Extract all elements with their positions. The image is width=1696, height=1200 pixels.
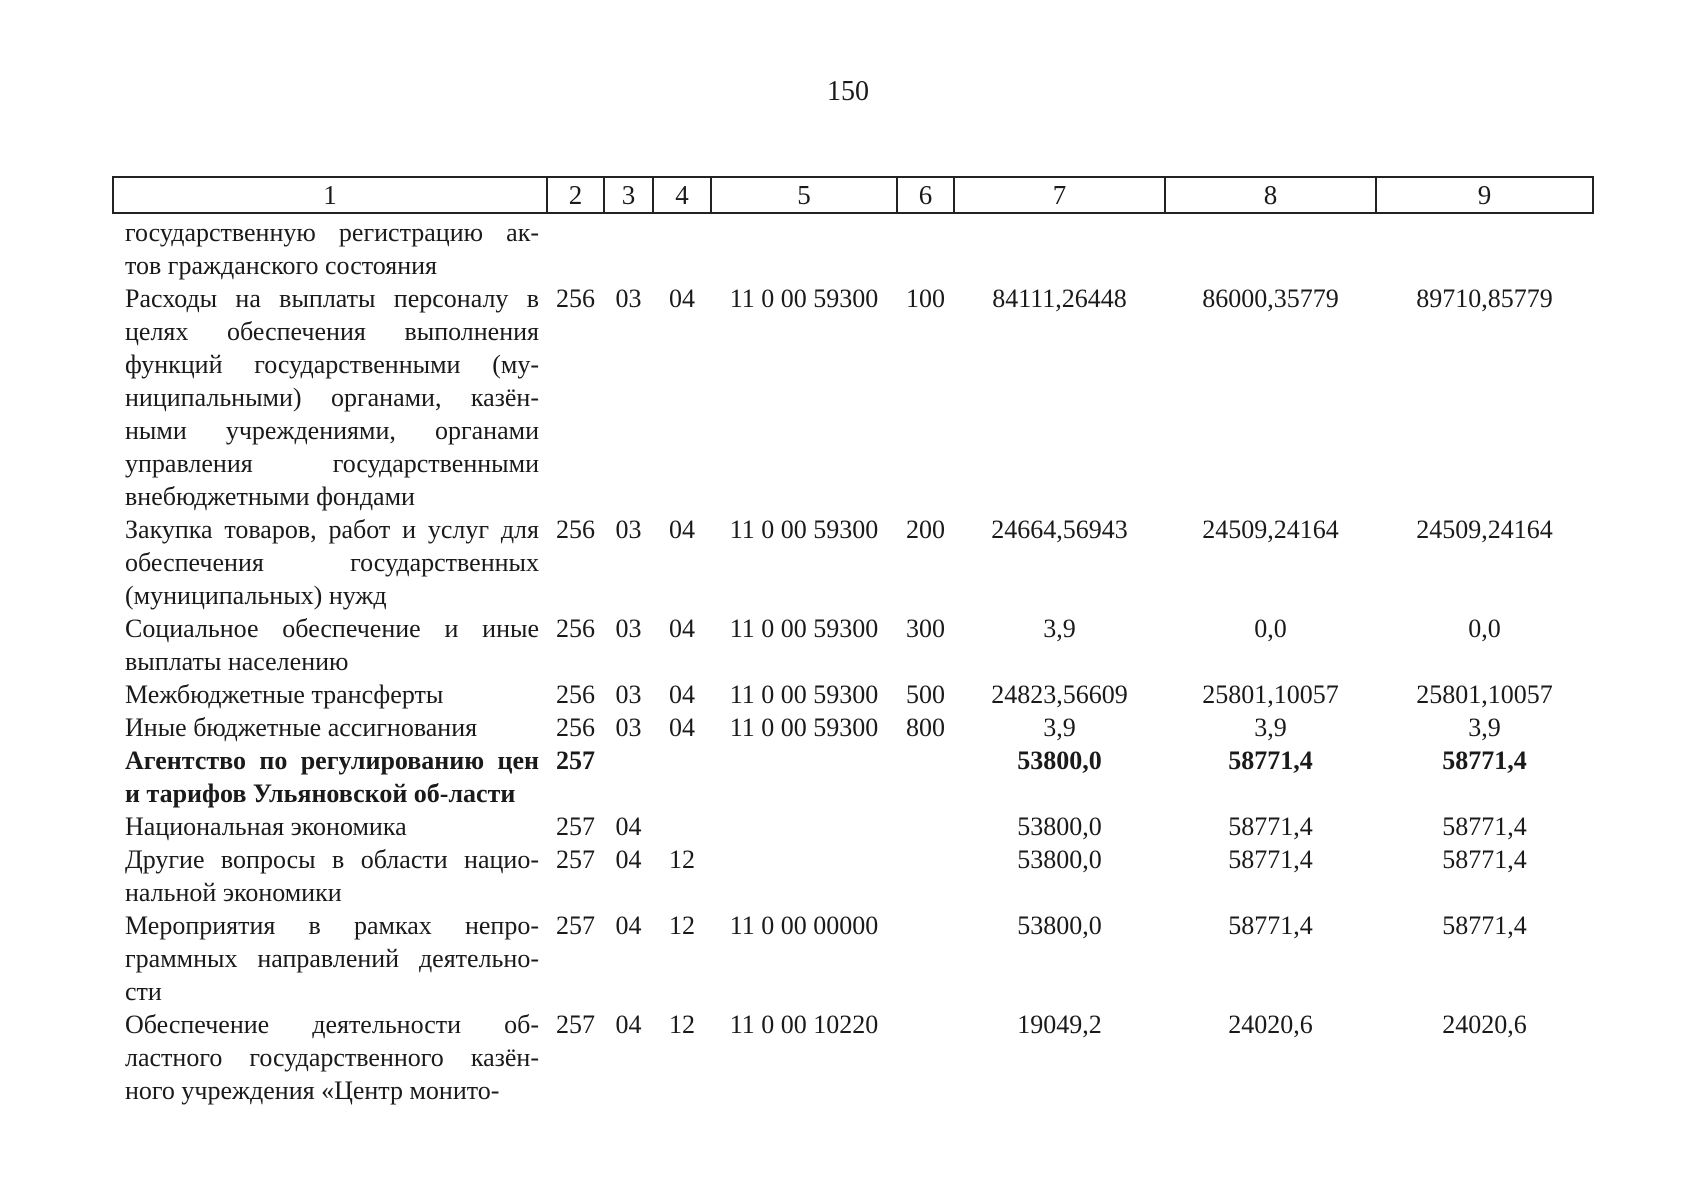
code-5-cell: 11 0 00 59300 <box>729 713 879 742</box>
value-9-cell <box>1376 213 1593 282</box>
code-3-cell: 03 <box>615 284 642 313</box>
row-name-cell: Мероприятия в рамках непро-граммных направлений деятельно-сти <box>125 911 539 1006</box>
header-cell-6: 6 <box>897 177 954 213</box>
code-4-cell: 12 <box>669 845 695 874</box>
table-header-row <box>113 177 1593 213</box>
code-3-cell <box>604 213 653 282</box>
code-2-cell: 257 <box>556 1010 595 1039</box>
value-8-cell: 58771,4 <box>1228 911 1313 940</box>
value-9-cell: 24509,24164 <box>1416 515 1553 544</box>
code-5-cell: 11 0 00 59300 <box>729 680 879 709</box>
value-7-cell: 53800,0 <box>1017 746 1102 775</box>
code-6-cell: 800 <box>906 713 945 742</box>
row-name-cell: Агентство по регулированию цен и тарифов Ульяновской об-ласти <box>125 746 539 808</box>
value-8-cell: 58771,4 <box>1228 845 1313 874</box>
value-8-cell <box>1165 213 1376 282</box>
code-4-cell: 04 <box>669 713 695 742</box>
code-6-cell <box>897 810 954 843</box>
code-3-cell: 04 <box>615 1010 642 1039</box>
value-8-cell: 24020,6 <box>1228 1010 1313 1039</box>
value-7-cell: 84111,26448 <box>992 284 1127 313</box>
code-3-cell: 03 <box>615 680 642 709</box>
table-row <box>113 909 1593 1008</box>
code-4-cell: 04 <box>669 515 695 544</box>
value-9-cell: 58771,4 <box>1442 812 1527 841</box>
code-2-cell: 257 <box>556 845 595 874</box>
row-name-cell: Национальная экономика <box>125 812 407 841</box>
header-cell-4: 4 <box>653 177 711 213</box>
code-5-cell <box>711 744 897 810</box>
header-cell-2: 2 <box>547 177 604 213</box>
row-name-cell: Обеспечение деятельности об-ластного государственного казён-ного учреждения «Центр монито- <box>125 1010 539 1105</box>
code-2-cell: 256 <box>556 284 595 313</box>
table-row <box>113 612 1593 678</box>
table-row <box>113 678 1593 711</box>
code-2-cell: 256 <box>556 515 595 544</box>
row-name-cell: Закупка товаров, работ и услуг для обеспечения государственных (муниципальных) нужд <box>125 515 539 610</box>
header-cell-1: 1 <box>113 177 547 213</box>
code-2-cell: 257 <box>556 746 595 775</box>
table-body <box>113 213 1593 1107</box>
value-9-cell: 58771,4 <box>1442 911 1527 940</box>
code-3-cell: 04 <box>615 845 642 874</box>
code-5-cell <box>711 810 897 843</box>
code-5-cell: 11 0 00 59300 <box>729 614 879 643</box>
header-cell-7: 7 <box>954 177 1165 213</box>
code-5-cell <box>711 213 897 282</box>
value-9-cell: 58771,4 <box>1442 845 1527 874</box>
code-2-cell: 256 <box>556 713 595 742</box>
code-6-cell <box>897 1008 954 1107</box>
value-8-cell: 86000,35779 <box>1202 284 1339 313</box>
table-row <box>113 282 1593 513</box>
value-8-cell: 25801,10057 <box>1202 680 1339 709</box>
row-name-cell: Социальное обеспечение и иные выплаты населению <box>125 614 539 676</box>
code-6-cell: 500 <box>906 680 945 709</box>
row-name-cell: Иные бюджетные ассигнования <box>125 713 478 742</box>
table-row <box>113 513 1593 612</box>
code-6-cell <box>897 843 954 909</box>
value-7-cell: 24823,56609 <box>991 680 1128 709</box>
code-4-cell <box>653 213 711 282</box>
code-5-cell: 11 0 00 59300 <box>729 284 879 313</box>
code-4-cell: 04 <box>669 614 695 643</box>
value-7-cell: 3,9 <box>1043 614 1076 643</box>
code-5-cell: 11 0 00 10220 <box>729 1010 879 1039</box>
value-7-cell: 53800,0 <box>1017 845 1102 874</box>
value-9-cell: 89710,85779 <box>1416 284 1553 313</box>
table-row <box>113 1008 1593 1107</box>
value-7-cell: 19049,2 <box>1017 1010 1102 1039</box>
code-4-cell: 04 <box>669 284 695 313</box>
code-6-cell <box>897 744 954 810</box>
code-4-cell <box>653 744 711 810</box>
value-7-cell: 53800,0 <box>1017 911 1102 940</box>
value-9-cell: 25801,10057 <box>1416 680 1553 709</box>
header-cell-9: 9 <box>1376 177 1593 213</box>
table-row <box>113 810 1593 843</box>
row-name-cell: Другие вопросы в области нацио-нальной экономики <box>125 845 539 907</box>
table-row <box>113 744 1593 810</box>
value-7-cell: 3,9 <box>1043 713 1076 742</box>
value-8-cell: 24509,24164 <box>1202 515 1339 544</box>
code-6-cell <box>897 213 954 282</box>
table-row <box>113 711 1593 744</box>
code-3-cell: 03 <box>615 515 642 544</box>
header-cell-5: 5 <box>711 177 897 213</box>
code-6-cell <box>897 909 954 1008</box>
row-name-cell: Межбюджетные трансферты <box>125 680 444 709</box>
value-9-cell: 24020,6 <box>1442 1010 1527 1039</box>
header-cell-3: 3 <box>604 177 653 213</box>
code-3-cell: 03 <box>615 713 642 742</box>
page-number <box>0 76 1696 108</box>
row-name-cell: Расходы на выплаты персоналу в целях обеспечения выполнения функций государственными (му-ниципальными) органами, казён-ными учреждениями, органами управления государственными внебюджетными фондами <box>125 284 539 511</box>
code-2-cell: 256 <box>556 680 595 709</box>
code-3-cell: 04 <box>615 911 642 940</box>
code-5-cell: 11 0 00 59300 <box>729 515 879 544</box>
row-name-cell: государственную регистрацию ак-тов гражданского состояния <box>125 218 539 280</box>
value-8-cell: 58771,4 <box>1228 746 1313 775</box>
value-8-cell: 58771,4 <box>1228 812 1313 841</box>
code-4-cell: 12 <box>669 1010 695 1039</box>
table-row <box>113 213 1593 282</box>
code-3-cell: 04 <box>615 812 642 841</box>
code-2-cell: 257 <box>556 911 595 940</box>
code-5-cell <box>711 843 897 909</box>
value-9-cell: 58771,4 <box>1442 746 1527 775</box>
code-4-cell: 12 <box>669 911 695 940</box>
code-3-cell: 03 <box>615 614 642 643</box>
page-number-text: 150 <box>827 76 869 107</box>
value-8-cell: 3,9 <box>1254 713 1287 742</box>
budget-table <box>112 176 1594 1107</box>
value-9-cell: 0,0 <box>1468 614 1501 643</box>
code-5-cell: 11 0 00 00000 <box>729 911 879 940</box>
value-9-cell: 3,9 <box>1468 713 1501 742</box>
code-6-cell: 100 <box>906 284 945 313</box>
header-cell-8: 8 <box>1165 177 1376 213</box>
code-2-cell: 256 <box>556 614 595 643</box>
code-6-cell: 200 <box>906 515 945 544</box>
table-row <box>113 843 1593 909</box>
code-4-cell: 04 <box>669 680 695 709</box>
value-7-cell: 24664,56943 <box>991 515 1128 544</box>
code-2-cell: 257 <box>556 812 595 841</box>
code-4-cell <box>653 810 711 843</box>
code-2-cell <box>547 213 604 282</box>
value-7-cell <box>954 213 1165 282</box>
table-header <box>113 177 1593 213</box>
code-3-cell <box>604 744 653 810</box>
value-7-cell: 53800,0 <box>1017 812 1102 841</box>
value-8-cell: 0,0 <box>1254 614 1287 643</box>
code-6-cell: 300 <box>906 614 945 643</box>
